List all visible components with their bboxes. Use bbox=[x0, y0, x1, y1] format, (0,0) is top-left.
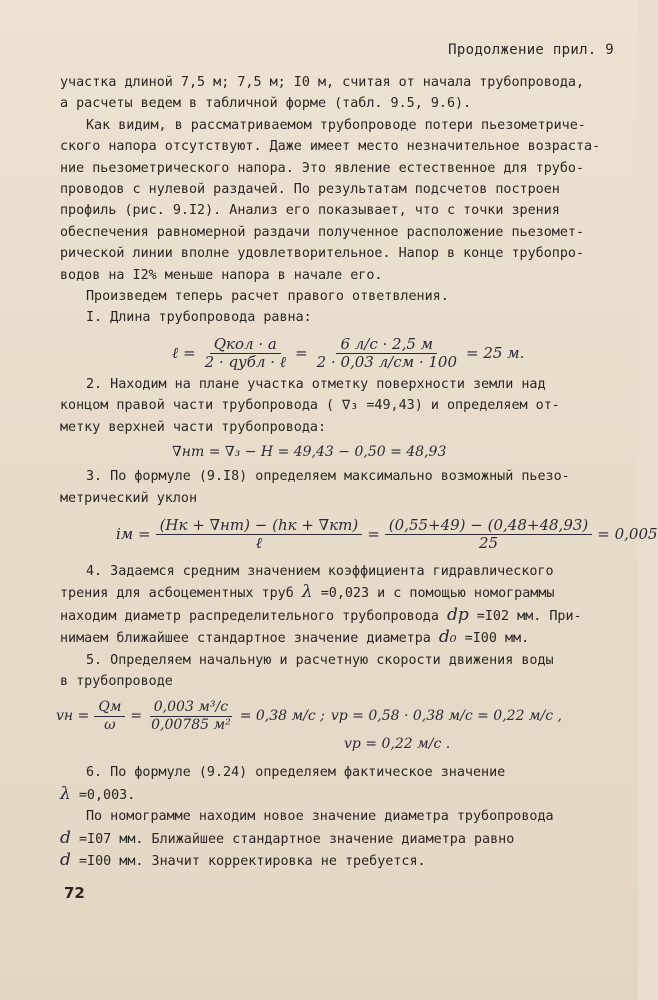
numerator: Qм bbox=[94, 699, 125, 717]
formula-result: = 0,005 bbox=[597, 525, 658, 544]
denominator: ℓ bbox=[255, 534, 263, 553]
text-line: рической линии вполне удовлетворительное. Напор в конце трубопро- bbox=[60, 246, 585, 262]
text-line: в трубопроводе bbox=[60, 673, 173, 689]
diameter-symbol: dр bbox=[446, 604, 469, 625]
denominator: 2 · 0,03 л/см · 100 bbox=[316, 353, 457, 372]
denominator: 25 bbox=[478, 534, 499, 553]
fraction-numeric bbox=[385, 517, 592, 552]
text-line: концом правой части трубопровода ( ∇₃ =49,43) и определяем от- bbox=[60, 398, 560, 414]
formula-lhs: vн = bbox=[56, 707, 90, 724]
text-line: 2. Находим на плане участка отметку поверхности земли над bbox=[86, 376, 546, 392]
text-span: =I00 мм. Значит корректировка не требуется. bbox=[70, 853, 426, 869]
text-line bbox=[60, 828, 622, 850]
numerator: (Hк + ∇нт) − (hк + ∇кт) bbox=[156, 517, 363, 535]
text-line bbox=[60, 850, 622, 872]
text-line: ние пьезометрического напора. Это явление естественное для трубо- bbox=[60, 160, 585, 176]
text-span: трения для асбоцементных труб bbox=[60, 586, 302, 602]
denominator: ω bbox=[104, 716, 116, 733]
denominator: 2 · qубл · ℓ bbox=[204, 353, 287, 372]
design-velocity-formula: vр = 0,58 · 0,38 м/с = 0,22 м/с , bbox=[330, 707, 562, 724]
equals-sign: = bbox=[367, 525, 380, 544]
text-line: а расчеты ведем в табличной форме (табл. 9.5, 9.6). bbox=[60, 96, 472, 112]
text-line: 4. Задаемся средним значением коэффициента гидравлического bbox=[86, 563, 554, 579]
text-line: Произведем теперь расчет правого ответвления. bbox=[86, 289, 449, 305]
text-line bbox=[60, 605, 622, 627]
slope-formula bbox=[60, 513, 658, 557]
design-velocity-result: vр = 0,22 м/с . bbox=[344, 735, 451, 752]
text-span: =I00 мм. bbox=[456, 631, 530, 647]
text-line: профиль (рис. 9.I2). Анализ его показывает, что с точки зрения bbox=[60, 203, 560, 219]
formula-result: = 25 м. bbox=[465, 344, 525, 363]
text-span: нимаем ближайшее стандартное значение диаметра bbox=[60, 631, 439, 647]
elevation-formula: ∇нт = ∇₃ − H = 49,43 − 0,50 = 48,93 bbox=[172, 444, 447, 461]
text-line: проводов с нулевой раздачей. По результатам подсчетов построен bbox=[60, 182, 560, 198]
numerator: (0,55+49) − (0,48+48,93) bbox=[385, 517, 592, 535]
page-body bbox=[56, 72, 658, 872]
text-span: =0,003. bbox=[70, 787, 136, 803]
text-span: =I02 мм. При- bbox=[468, 608, 582, 624]
text-span: находим диаметр распределительного трубопровода bbox=[60, 608, 447, 624]
fraction-symbolic bbox=[94, 699, 125, 734]
equals-sign: = bbox=[130, 707, 143, 724]
text-line: Как видим, в рассматриваемом трубопроводе потери пьезометриче- bbox=[86, 117, 586, 133]
diameter-symbol: d₀ bbox=[438, 627, 457, 648]
text-line: ского напора отсутствуют. Даже имеет место незначительное возраста- bbox=[60, 139, 601, 155]
diameter-symbol: d bbox=[60, 827, 71, 848]
page-number: 72 bbox=[64, 884, 85, 902]
numerator: 0,003 м³/с bbox=[150, 699, 232, 717]
text-line: обеспечения равномерной раздачи полученное расположение пьезомет- bbox=[60, 224, 585, 240]
equals-sign: = bbox=[295, 344, 308, 363]
numerator: 6 л/с · 2,5 м bbox=[336, 336, 437, 354]
text-line: 6. По формуле (9.24) определяем фактическое значение bbox=[86, 765, 506, 781]
text-line: 3. По формуле (9.I8) определяем максимально возможный пьезо- bbox=[86, 469, 570, 485]
step-1-heading: I. Длина трубопровода равна: bbox=[86, 310, 312, 326]
text-line bbox=[60, 627, 622, 649]
velocity-formula bbox=[56, 696, 622, 736]
pipe-length-formula bbox=[172, 334, 622, 374]
fraction-symbolic bbox=[201, 336, 290, 371]
denominator: 0,00785 м² bbox=[151, 716, 231, 733]
formula-lhs: ℓ = bbox=[172, 344, 196, 363]
text-line: водов на I2% меньше напора в начале его. bbox=[60, 267, 383, 283]
text-line: По номограмме находим новое значение диаметра трубопровода bbox=[86, 809, 554, 825]
formula-result: = 0,38 м/с ; bbox=[239, 707, 325, 724]
lambda-symbol: λ bbox=[60, 783, 71, 804]
text-line bbox=[60, 784, 622, 806]
running-header: Продолжение прил. 9 bbox=[448, 42, 614, 58]
text-line: 5. Определяем начальную и расчетную скорости движения воды bbox=[86, 652, 554, 668]
fraction-symbolic bbox=[156, 517, 363, 552]
text-line: метрический уклон bbox=[60, 490, 198, 506]
lambda-symbol: λ bbox=[301, 582, 313, 603]
text-span: =0,023 и с помощью номограммы bbox=[312, 586, 555, 602]
fraction-numeric bbox=[313, 336, 461, 371]
text-line: участка длиной 7,5 м; 7,5 м; I0 м, считая от начала трубопровода, bbox=[60, 75, 585, 90]
numerator: Qкол · a bbox=[210, 336, 281, 354]
fraction-numeric bbox=[147, 699, 235, 734]
text-line bbox=[60, 582, 622, 604]
formula-lhs: iм = bbox=[116, 525, 151, 544]
diameter-symbol: d bbox=[60, 849, 71, 870]
text-line: метку верхней части трубопровода: bbox=[60, 419, 327, 435]
text-span: =I07 мм. Ближайшее стандартное значение диаметра равно bbox=[70, 831, 515, 847]
